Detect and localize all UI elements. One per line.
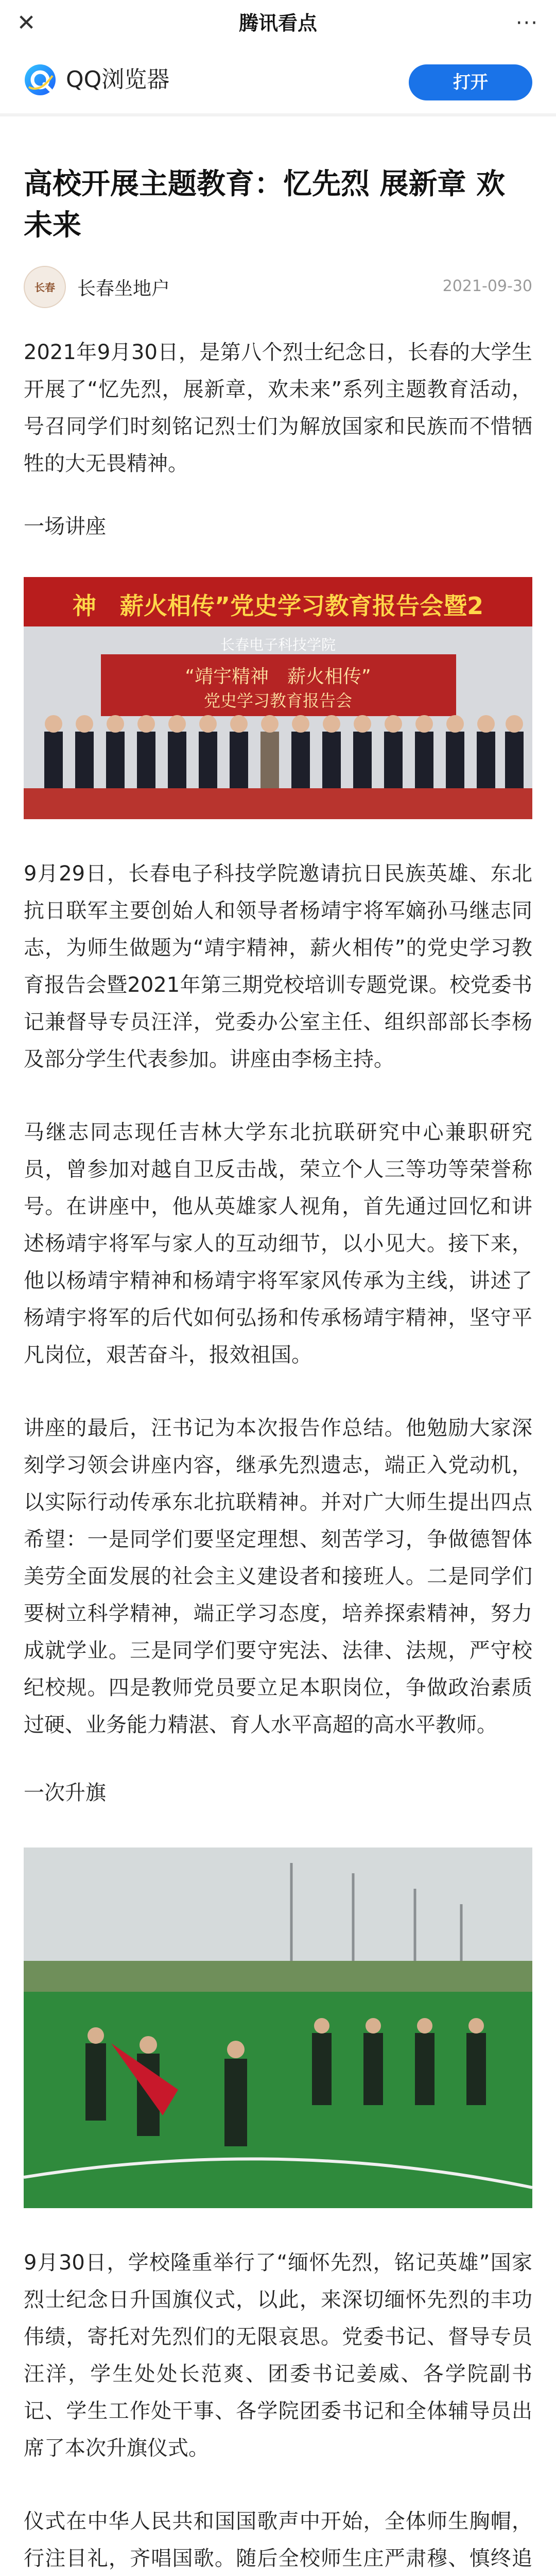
flag-raising-photo[interactable] (24, 1848, 532, 2208)
close-icon[interactable]: ✕ (16, 10, 36, 36)
author-avatar[interactable] (24, 266, 66, 308)
screen-subtitle: 党史学习教育报告会 (203, 691, 352, 710)
banner-text: 神 薪火相传”党史学习教育报告会暨2 (72, 592, 484, 620)
paragraph: 马继志同志现任吉林大学东北抗联研究中心兼职研究员，曾参加对越自卫反击战，荣立个人三等功等荣誉称号。在讲座中，他从英雄家人视角，首先通过回忆和讲述杨靖宇将军与家人的互动细节，以小见大。接下来，他以杨靖宇精神和杨靖宇将军家风传承为主线，讲述了杨靖宇将军的后代如何弘扬和传承杨靖宇精神，坚守平凡岗位，艰苦奋斗，报效祖国。 (24, 1121, 532, 1367)
section-heading: 一次升旗 (24, 1781, 106, 1805)
stage-text: 长春电子科技学院 (220, 636, 336, 653)
screen-title: “靖宇精神 薪火相传” (185, 666, 371, 687)
paragraph: 讲座的最后，汪书记为本次报告作总结。他勉励大家深刻学习领会讲座内容，继承先烈遗志，端正入党动机，以实际行动传承东北抗联精神。并对广大师生提出四点希望：一是同学们要坚定理想、刻苦学习，争做德智体美劳全面发展的社会主义建设者和接班人。二是同学们要树立科学精神，端正学习态度，培养探索精神，努力成就学业。三是同学们要守宪法、法律、法规，严守校纪校规。四是教师党员要立足本职岗位，争做政治素质过硬、业务能力精湛、育人水平高超的高水平教师。 (24, 1416, 532, 1737)
paragraph: 9月29日，长春电子科技学院邀请抗日民族英雄、东北抗日联军主要创始人和领导者杨靖宇将军嫡孙马继志同志，为师生做题为“靖宇精神，薪火相传”的党史学习教育报告会暨2021年第三期党校培训专题党课。校党委书记兼督导专员汪洋，党委办公室主任、组织部部长李杨及部分学生代表参加。讲座由李杨主持。 (24, 862, 532, 1071)
qq-browser-logo-icon (24, 63, 57, 96)
author-name[interactable]: 长春坐地户 (77, 278, 170, 299)
flag-raising-graphic (24, 1848, 532, 2208)
paragraph: 2021年9月30日，是第八个烈士纪念日，长春的大学生开展了“忆先烈，展新章，欢未来”系列主题教育活动，号召同学们时刻铭记烈士们为解放国家和民族而不惜牺牲的大无畏精神。 (24, 341, 532, 476)
open-app-button[interactable]: 打开 (409, 64, 532, 100)
paragraph: 9月30日，学校隆重举行了“缅怀先烈，铭记英雄”国家烈士纪念日升国旗仪式，以此，来深切缅怀先烈的丰功伟绩，寄托对先烈们的无限哀思。党委书记、督导专员汪洋，学生处处长范爽、团委书记姜威、各学院副书记、学生工作处干事、各学院团委书记和全体辅导员出席了本次升旗仪式。 (24, 2251, 532, 2460)
lecture-photo[interactable] (24, 577, 532, 819)
article (0, 116, 556, 2576)
page-title: 腾讯看点 (238, 12, 317, 35)
paragraph: 仪式在中华人民共和国国歌声中开始，全体师生胸帽，行注目礼，齐唱国歌。随后全校师生庄严肃穆、慎终追 (24, 2510, 532, 2570)
article-title: 高校开展主题教育：忆先烈 展新章 欢未来 (24, 167, 505, 242)
app-name: QQ浏览器 (66, 66, 170, 93)
top-bar (0, 0, 556, 47)
section-heading: 一场讲座 (24, 515, 106, 538)
article-meta (24, 264, 532, 307)
app-banner (0, 46, 556, 113)
avatar-text: 长春 (34, 281, 55, 294)
publish-date: 2021-09-30 (442, 277, 532, 295)
more-icon[interactable]: ··· (515, 11, 538, 35)
